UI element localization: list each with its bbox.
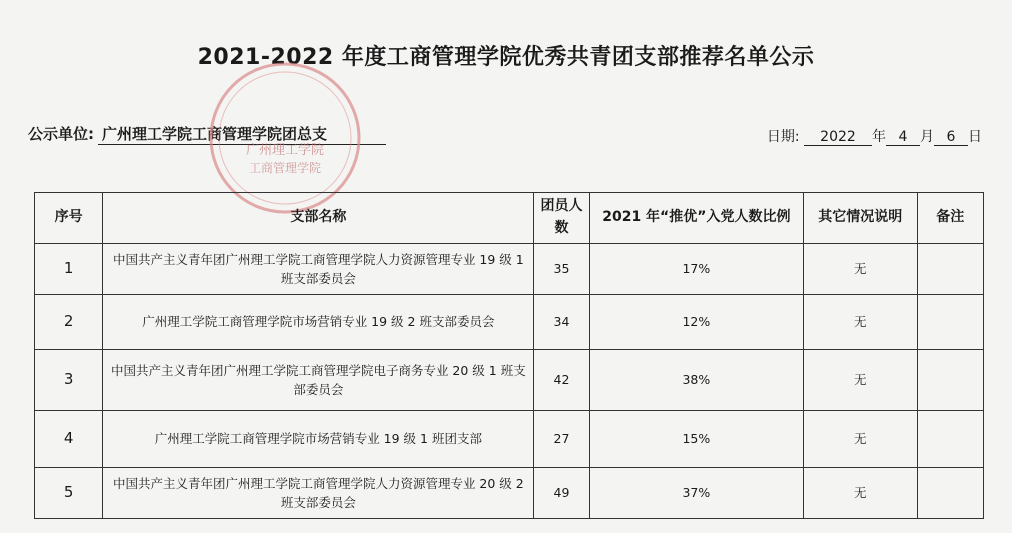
cell-branch-name: 广州理工学院工商管理学院市场营销专业 19 级 1 班团支部: [103, 411, 534, 468]
cell-remarks: [917, 411, 984, 468]
cell-branch-name: 中国共产主义青年团广州理工学院工商管理学院人力资源管理专业 19 级 1 班支部委员会: [103, 244, 534, 295]
table-row: [35, 411, 984, 468]
table-row: [35, 350, 984, 411]
date-year: 2022: [804, 129, 872, 146]
recommendation-table: [34, 192, 984, 519]
cell-remarks: [917, 295, 984, 350]
cell-branch-name: 中国共产主义青年团广州理工学院工商管理学院电子商务专业 20 级 1 班支部委员会: [103, 350, 534, 411]
table-row: [35, 295, 984, 350]
cell-other-notes: 无: [804, 295, 917, 350]
announcement-date: [767, 126, 982, 146]
cell-ratio: 17%: [589, 244, 803, 295]
date-day: 6: [934, 129, 968, 146]
cell-member-count: 35: [534, 244, 589, 295]
cell-other-notes: 无: [804, 350, 917, 411]
table-row: [35, 468, 984, 519]
cell-seq: 4: [35, 411, 103, 468]
cell-other-notes: 无: [804, 411, 917, 468]
cell-branch-name: 广州理工学院工商管理学院市场营销专业 19 级 2 班支部委员会: [103, 295, 534, 350]
table-row: [35, 244, 984, 295]
announcing-unit: [28, 123, 386, 145]
cell-seq: 3: [35, 350, 103, 411]
cell-member-count: 34: [534, 295, 589, 350]
header-other-notes: 其它情况说明: [804, 193, 917, 244]
cell-ratio: 37%: [589, 468, 803, 519]
cell-seq: 2: [35, 295, 103, 350]
cell-other-notes: 无: [804, 468, 917, 519]
cell-member-count: 27: [534, 411, 589, 468]
date-label: 日期:: [766, 129, 800, 145]
header-ratio: 2021 年“推优”入党人数比例: [589, 193, 803, 244]
cell-remarks: [917, 244, 984, 295]
date-year-unit: 年: [872, 129, 886, 145]
cell-member-count: 49: [534, 468, 589, 519]
document-title: 2021-2022 年度工商管理学院优秀共青团支部推荐名单公示: [197, 45, 815, 70]
cell-ratio: 12%: [589, 295, 803, 350]
date-day-unit: 日: [968, 129, 982, 145]
cell-remarks: [917, 468, 984, 519]
cell-ratio: 15%: [589, 411, 803, 468]
stamp-inner-text-1: 广州理工学院: [245, 143, 325, 158]
date-month: 4: [886, 129, 920, 146]
cell-seq: 5: [35, 468, 103, 519]
cell-seq: 1: [35, 244, 103, 295]
cell-ratio: 38%: [589, 350, 803, 411]
header-member-count: 团员人数: [534, 193, 589, 244]
table-header-row: [35, 193, 984, 244]
unit-label: 公示单位:: [28, 125, 94, 143]
header-branch-name: 支部名称: [103, 193, 534, 244]
stamp-inner-text-2: 工商管理学院: [248, 161, 322, 175]
date-month-unit: 月: [920, 129, 934, 145]
cell-branch-name: 中国共产主义青年团广州理工学院工商管理学院人力资源管理专业 20 级 2 班支部委员会: [103, 468, 534, 519]
cell-remarks: [917, 350, 984, 411]
cell-member-count: 42: [534, 350, 589, 411]
header-remarks: 备注: [917, 193, 984, 244]
header-seq: 序号: [35, 193, 103, 244]
unit-value: 广州理工学院工商管理学院团总支: [98, 123, 386, 145]
cell-other-notes: 无: [804, 244, 917, 295]
